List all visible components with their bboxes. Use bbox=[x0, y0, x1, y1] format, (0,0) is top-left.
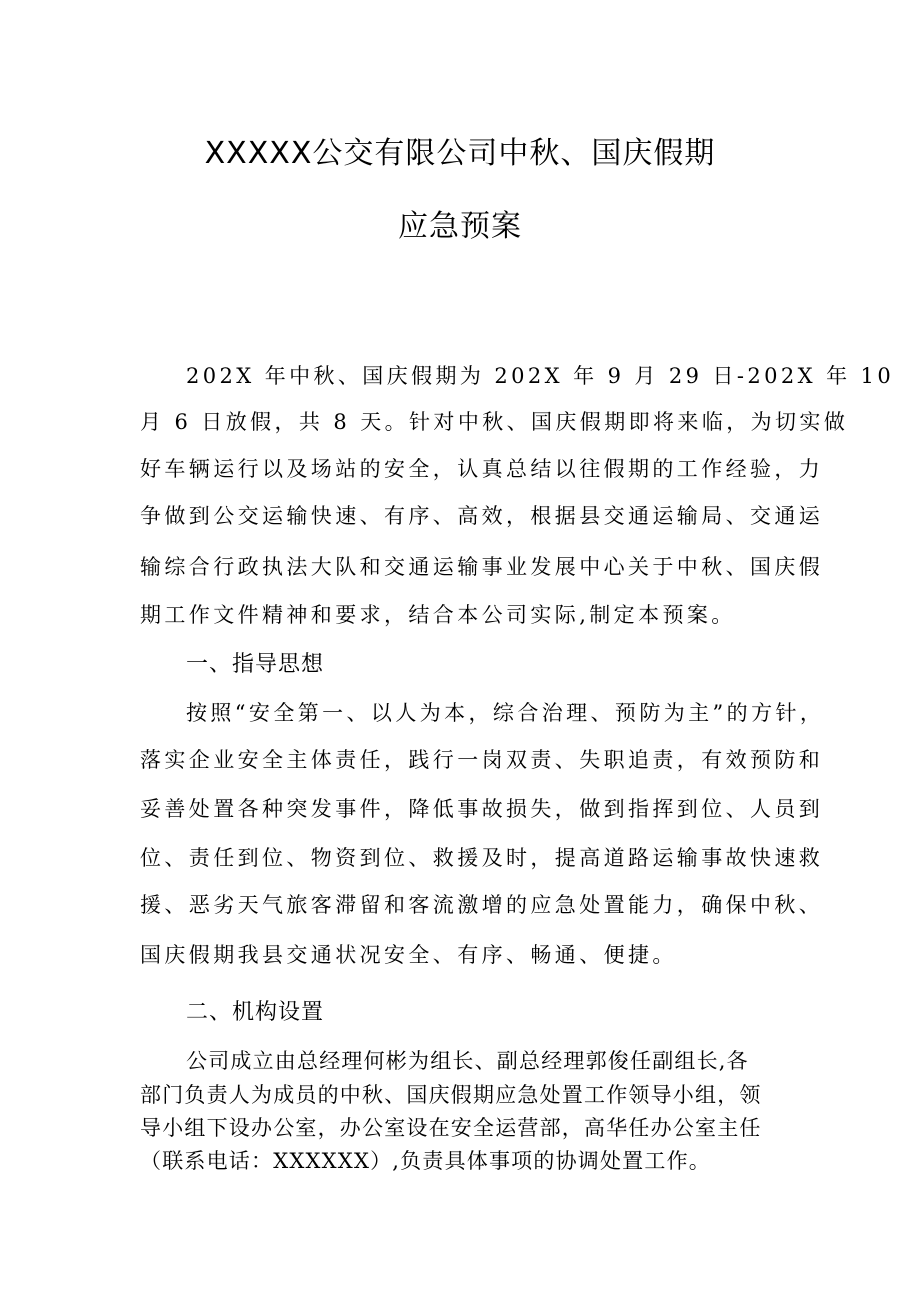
document-title-line-1: XXXXX公交有限公司中秋、国庆假期 bbox=[204, 136, 716, 171]
intro-line-6: 期工作文件精神和要求，结合本公司实际,制定本预案。 bbox=[140, 603, 736, 627]
section1-line-3: 妥善处置各种突发事件，降低事故损失，做到指挥到位、人员到 bbox=[140, 797, 824, 821]
intro-line-3: 好车辆运行以及场站的安全，认真总结以往假期的工作经验，力 bbox=[140, 457, 824, 481]
section1-line-5: 援、恶劣天气旅客滞留和客流激增的应急处置能力，确保中秋、 bbox=[140, 893, 824, 917]
section2-line-1: 公司成立由总经理何彬为组长、副总经理郭俊任副组长,各 bbox=[186, 1049, 749, 1073]
intro-line-1: 202X 年中秋、国庆假期为 202X 年 9 月 29 日-202X 年 10 bbox=[186, 364, 895, 388]
intro-line-5: 输综合行政执法大队和交通运输事业发展中心关于中秋、国庆假 bbox=[140, 555, 824, 579]
section1-line-2: 落实企业安全主体责任，践行一岗双责、失职追责，有效预防和 bbox=[140, 748, 824, 772]
section1-line-4: 位、责任到位、物资到位、救援及时，提高道路运输事故快速救 bbox=[140, 846, 824, 870]
intro-line-4: 争做到公交运输快速、有序、高效，根据县交通运输局、交通运 bbox=[140, 504, 824, 528]
section2-line-4: （联系电话：XXXXXX）,负责具体事项的协调处置工作。 bbox=[140, 1149, 711, 1173]
section-heading-organization: 二、机构设置 bbox=[186, 1000, 325, 1025]
document-title-line-2: 应急预案 bbox=[398, 209, 522, 244]
section1-line-6: 国庆假期我县交通状况安全、有序、畅通、便捷。 bbox=[140, 943, 677, 967]
section2-line-2: 部门负责人为成员的中秋、国庆假期应急处置工作领导小组，领 bbox=[140, 1083, 762, 1107]
intro-line-2: 月 6 日放假，共 8 天。针对中秋、国庆假期即将来临，为切实做 bbox=[140, 410, 849, 434]
section1-line-1: 按照“安全第一、以人为本，综合治理、预防为主”的方针， bbox=[186, 701, 825, 725]
section-heading-guiding-ideology: 一、指导思想 bbox=[186, 652, 325, 677]
section2-line-3: 导小组下设办公室，办公室设在安全运营部，高华任办公室主任 bbox=[140, 1116, 762, 1140]
